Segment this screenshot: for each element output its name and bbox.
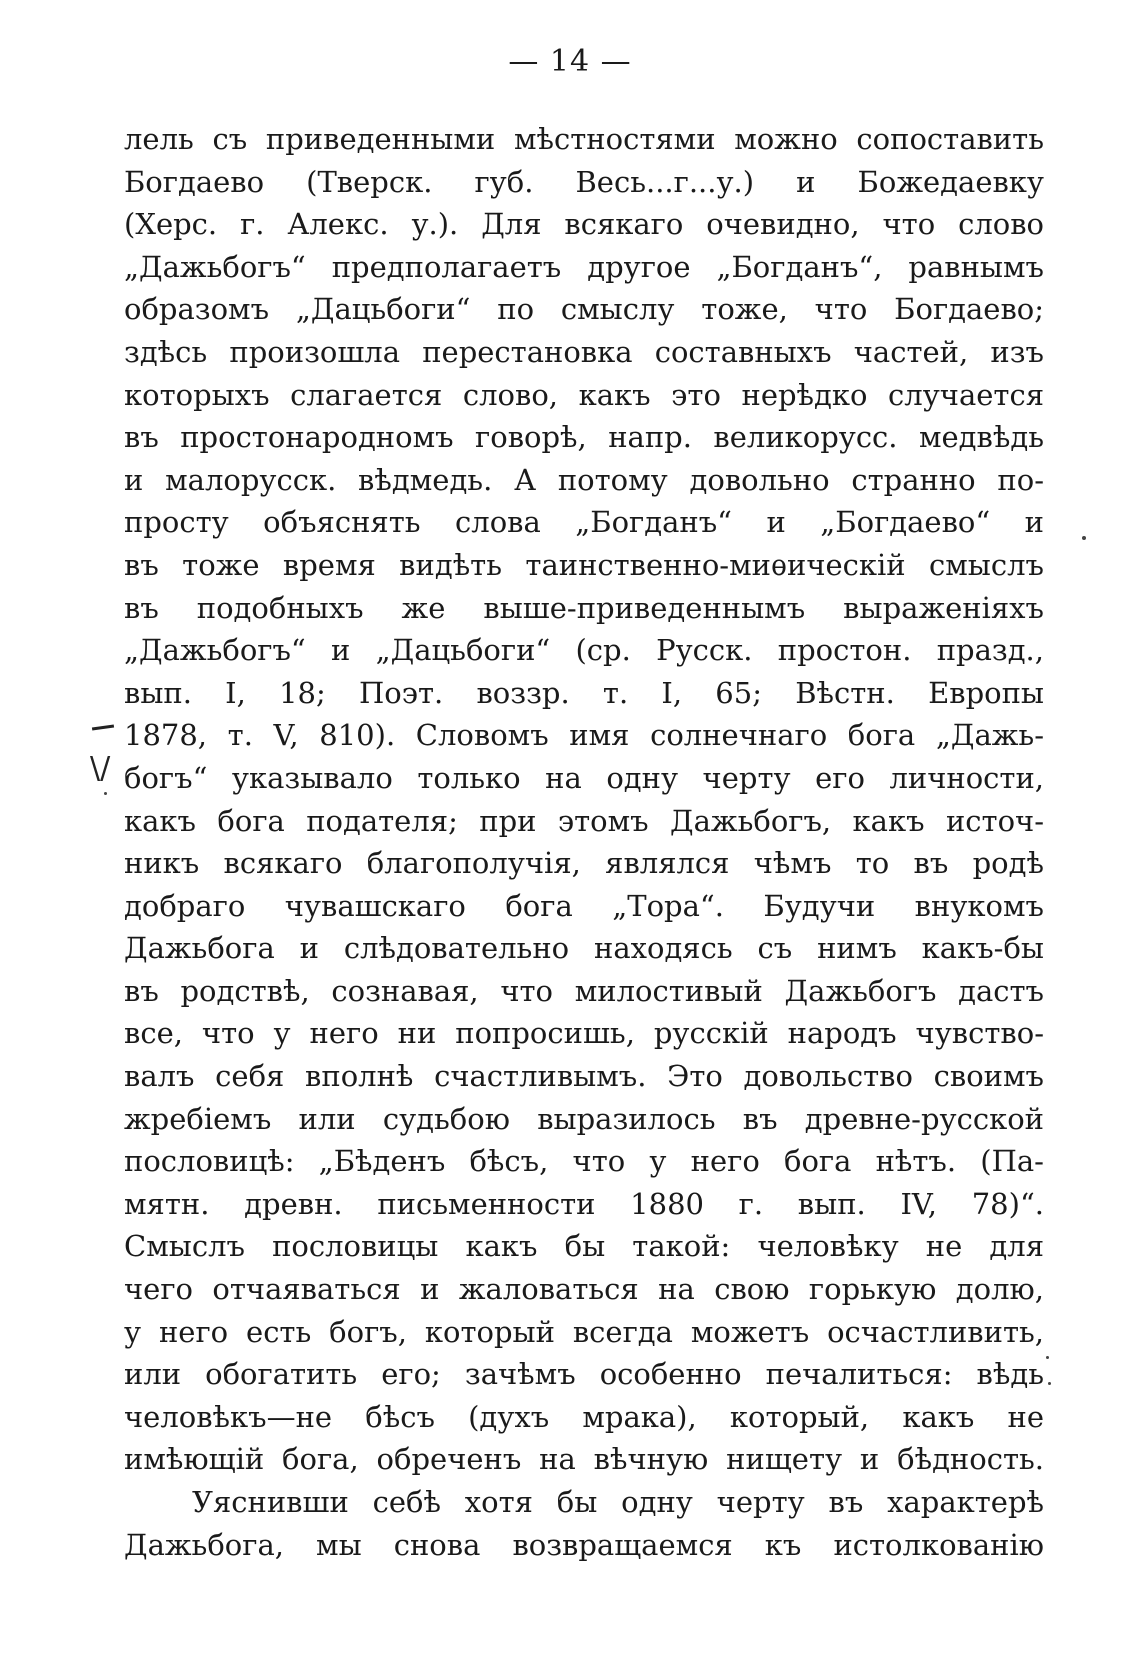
text-line: въ родствѣ, сознавая, что милостивый Дажьбогъ дастъ [124,973,1044,1008]
text-line: въ тоже время видѣть таинственно-миѳическій смыслъ [124,547,1044,582]
margin-dot [1048,1382,1051,1385]
text-line: здѣсь произошла перестановка составныхъ частей, изъ [124,334,1044,369]
text-line: человѣкъ—не бѣсъ (духъ мрака), который, какъ не [124,1399,1044,1434]
text-line: 1878, т. V, 810). Словомъ имя солнечнаго бога „Дажь- [124,718,1044,753]
text-line: „Дажьбогъ“ и „Дацьбоги“ (ср. Русск. простон. празд., [124,633,1044,668]
text-line: которыхъ слагается слово, какъ это нерѣдко случается [124,377,1044,412]
text-line: лель съ приведенными мѣстностями можно сопоставить [124,122,1044,156]
text-line: въ подобныхъ же выше-приведеннымъ выраженіяхъ [124,590,1044,625]
body-text [124,118,1044,1566]
text-line: Богдаево (Тверск. губ. Весь...г...у.) и Божедаевку [124,164,1044,199]
text-line: валъ себя вполнѣ счастливымъ. Это довольство своимъ [124,1059,1044,1094]
text-line: у него есть богъ, который всегда можетъ осчастливить, [124,1314,1044,1349]
text-line: пословицѣ: „Бѣденъ бѣсъ, что у него бога нѣтъ. (Па- [124,1144,1044,1179]
text-line: жребіемъ или судьбою выразилось въ древне-русской [124,1101,1044,1136]
margin-dot [104,792,107,795]
text-line: богъ“ указывало только на одну черту его личности, [124,760,1044,795]
text-line: или обогатить его; зачѣмъ особенно печалиться: вѣдь [124,1357,1044,1392]
text-line: образомъ „Дацьбоги“ по смыслу тоже, что Богдаево; [124,292,1044,327]
text-line: добраго чувашскаго бога „Тора“. Будучи внукомъ [124,888,1044,923]
text-line: мятн. древн. письменности 1880 г. вып. IV, 78)“. [124,1186,1044,1221]
text-line: просту объяснять слова „Богданъ“ и „Богдаево“ и [124,505,1044,540]
text-line: Уяснивши себѣ хотя бы одну черту въ характерѣ [192,1485,1044,1519]
margin-dash-mark [92,724,114,730]
margin-dot [1046,1356,1049,1359]
text-line: Дажьбога, мы снова возвращаемся къ истолкованію [124,1527,1044,1562]
text-line: Смыслъ пословицы какъ бы такой: человѣку не для [124,1229,1044,1264]
page-number: — 14 — [508,44,632,79]
text-line: имѣющій бога, обреченъ на вѣчную нищету и бѣдность. [124,1442,1044,1477]
text-line: Дажьбога и слѣдовательно находясь съ нимъ какъ-бы [124,931,1044,966]
text-line: въ простонародномъ говорѣ, напр. великорусс. медвѣдь [124,420,1044,455]
text-line: какъ бога подателя; при этомъ Дажьбогъ, какъ источ- [124,803,1044,838]
text-line: „Дажьбогъ“ предполагаетъ другое „Богданъ“, равнымъ [124,249,1044,284]
text-line: вып. I, 18; Поэт. воззр. т. I, 65; Вѣстн. Европы [124,675,1044,710]
text-line: и малорусск. вѣдмедь. А потому довольно странно по- [124,462,1044,497]
text-line: все, что у него ни попросишь, русскій народъ чувство- [124,1016,1044,1051]
text-line: (Херс. г. Алекс. у.). Для всякаго очевидно, что слово [124,207,1044,242]
text-line: чего отчаяваться и жаловаться на свою горькую долю, [124,1272,1044,1307]
margin-check-mark: \/ [90,751,111,786]
text-line: никъ всякаго благополучія, являлся чѣмъ то въ родѣ [124,846,1044,881]
margin-dot [1082,536,1086,540]
